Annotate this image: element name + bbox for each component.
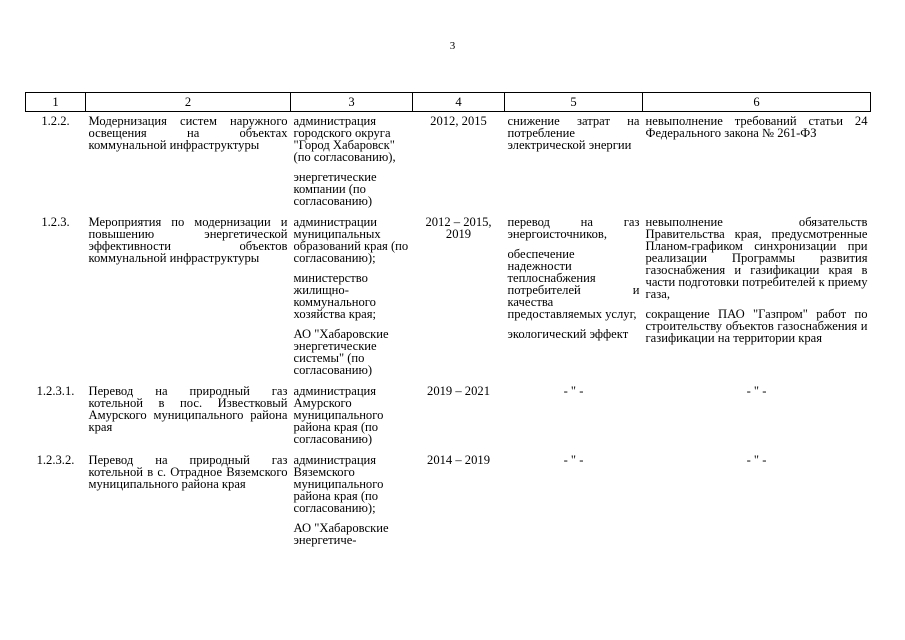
result: - " -	[563, 453, 584, 467]
item-number: 1.2.3.	[41, 215, 70, 229]
consequence: невыполнение требований статьи 24 Федерального закона № 261-ФЗ	[645, 114, 868, 140]
measure-name: Перевод на природный газ котельной в пос. Известковый Амурского муниципального района края	[88, 384, 288, 434]
executor: АО "Хабаровские энергетиче-	[293, 521, 389, 547]
item-number: 1.2.3.1.	[36, 384, 75, 398]
column-header: 2	[86, 93, 291, 112]
result: снижение затрат на потребление электрической энергии	[507, 114, 640, 152]
page-number: 3	[449, 40, 456, 52]
header-row	[26, 93, 871, 112]
measures-table	[25, 92, 871, 552]
executor: АО "Хабаровские энергетические системы" (по согласованию)	[293, 327, 389, 377]
result: экологический эффект	[507, 327, 629, 341]
executors-cell	[291, 213, 413, 382]
consequence: невыполнение обязательств Правительства края, предусмотренные Планом-графиком синхронизации при реализации Программы развития газоснабжения и газификации края в части подготовки потребителей к приему газа,	[645, 215, 868, 301]
executor: администрация Вяземского муниципального района края (по согласованию);	[293, 453, 384, 515]
column-header: 4	[413, 93, 505, 112]
item-number: 1.2.3.2.	[36, 453, 75, 467]
measure-name: Мероприятия по модернизации и повышению энергетической эффективности объектов коммунальной инфраструктуры	[88, 215, 288, 265]
column-header: 6	[643, 93, 871, 112]
measure-name: Модернизация систем наружного освещения на объектах коммунальной инфраструктуры	[88, 114, 288, 152]
results-cell	[505, 213, 643, 382]
table-row	[26, 112, 871, 214]
years: 2019 – 2021	[427, 384, 490, 398]
consequence: сокращение ПАО "Газпром" работ по строительству объектов газоснабжения и газификации на территории края	[645, 307, 868, 345]
executors-cell	[291, 112, 413, 214]
item-number: 1.2.2.	[41, 114, 70, 128]
results-cell	[505, 112, 643, 214]
executors-cell	[291, 382, 413, 451]
consequences-cell	[643, 213, 871, 382]
executors-cell	[291, 451, 413, 552]
years: 2014 – 2019	[427, 453, 490, 467]
executor: администрация Амурского муниципального района края (по согласованию)	[293, 384, 384, 446]
result: перевод на газ энергоисточников,	[507, 215, 640, 241]
consequence: - " -	[746, 453, 767, 467]
executor: администрации муниципальных образований края (по согласованию);	[293, 215, 409, 265]
result: - " -	[563, 384, 584, 398]
years: 2012 – 2015, 2019	[425, 215, 492, 241]
executor: министерство жилищно-коммунального хозяйства края;	[293, 271, 377, 321]
result: обеспечение надежности теплоснабжения потребителей и качества предоставляемых услуг,	[507, 247, 640, 321]
column-header: 5	[505, 93, 643, 112]
executor: энергетические компании (по согласованию)	[293, 170, 377, 208]
table-row	[26, 382, 871, 451]
results-cell	[505, 382, 643, 451]
measure-name: Перевод на природный газ котельной в с. Отрадное Вяземского муниципального района края	[88, 453, 288, 491]
consequences-cell	[643, 451, 871, 552]
consequences-cell	[643, 382, 871, 451]
executor: администрация городского округа "Город Хабаровск" (по согласованию),	[293, 114, 396, 164]
consequences-cell	[643, 112, 871, 214]
table-row	[26, 451, 871, 552]
consequence: - " -	[746, 384, 767, 398]
results-cell	[505, 451, 643, 552]
table-row	[26, 213, 871, 382]
column-header: 1	[26, 93, 86, 112]
years: 2012, 2015	[430, 114, 487, 128]
column-header: 3	[291, 93, 413, 112]
